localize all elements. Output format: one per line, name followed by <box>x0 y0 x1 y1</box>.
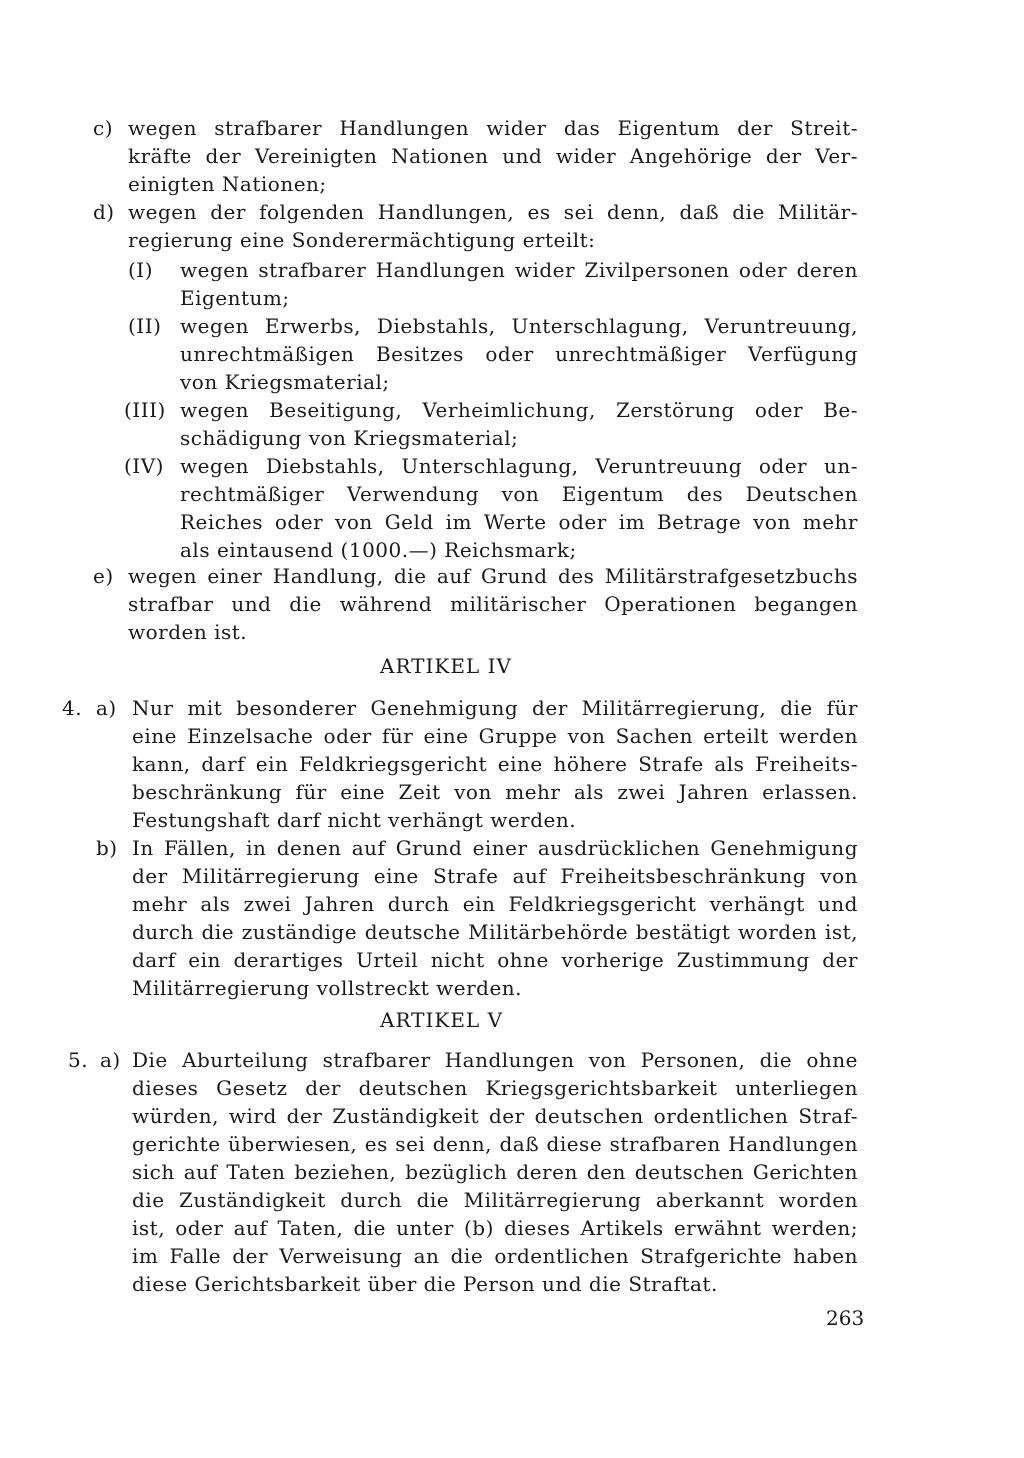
text-line: wegen strafbarer Handlungen wider das Eigentum der Streit- <box>128 116 858 140</box>
paragraph-number-4: 4. <box>62 696 83 720</box>
text-line: Reiches oder von Geld im Werte oder im Betrage von mehr <box>180 510 858 534</box>
text-line: Eigentum; <box>180 286 290 310</box>
text-line: Die Aburteilung strafbarer Handlungen von Personen, die ohne <box>132 1048 858 1072</box>
text-line: Nur mit besonderer Genehmigung der Militärregierung, die für <box>132 696 858 720</box>
text-line: einigten Nationen; <box>128 172 327 196</box>
text-line: eine Einzelsache oder für eine Gruppe von Sachen erteilt werden <box>132 724 858 748</box>
text-line: rechtmäßiger Verwendung von Eigentum des Deutschen <box>180 482 858 506</box>
text-line: diese Gerichtsbarkeit über die Person und die Straftat. <box>132 1272 718 1296</box>
text-line: von Kriegsmaterial; <box>180 370 390 394</box>
text-line: kräfte der Vereinigten Nationen und wider Angehörige der Ver- <box>128 144 858 168</box>
clause-label-b: b) <box>96 836 118 860</box>
text-line: als eintausend (1000.—) Reichsmark; <box>180 538 577 562</box>
text-line: wegen strafbarer Handlungen wider Zivilpersonen oder deren <box>180 258 858 282</box>
text-line: darf ein derartiges Urteil nicht ohne vorherige Zustimmung der <box>132 948 858 972</box>
text-line: der Militärregierung eine Strafe auf Freiheitsbeschränkung von <box>132 864 858 888</box>
text-line: wegen der folgenden Handlungen, es sei denn, daß die Militär- <box>128 200 858 224</box>
text-line: wegen Erwerbs, Diebstahls, Unterschlagung, Veruntreuung, <box>180 314 858 338</box>
clause-label-a: a) <box>100 1048 121 1072</box>
text-line: kann, darf ein Feldkriegsgericht eine höhere Strafe als Freiheits- <box>132 752 858 776</box>
text-line: ist, oder auf Taten, die unter (b) dieses Artikels erwähnt werden; <box>132 1216 858 1240</box>
text-line: gerichte überwiesen, es sei denn, daß diese strafbaren Handlungen <box>132 1132 858 1156</box>
page-number: 263 <box>826 1306 865 1330</box>
text-line: mehr als zwei Jahren durch ein Feldkriegsgericht verhängt und <box>132 892 858 916</box>
text-line: Festungshaft darf nicht verhängt werden. <box>132 808 577 832</box>
clause-label-c: c) <box>93 116 114 140</box>
text-line: In Fällen, in denen auf Grund einer ausdrücklichen Genehmigung <box>132 836 858 860</box>
subitem-label-III: (III) <box>124 398 166 422</box>
subitem-label-I: (I) <box>128 258 154 282</box>
text-line: dieses Gesetz der deutschen Kriegsgerichtsbarkeit unterliegen <box>132 1076 858 1100</box>
text-line: durch die zuständige deutsche Militärbehörde bestätigt worden ist, <box>132 920 858 944</box>
text-line: unrechtmäßigen Besitzes oder unrechtmäßiger Verfügung <box>180 342 858 366</box>
text-line: beschränkung für eine Zeit von mehr als zwei Jahren erlassen. <box>132 780 858 804</box>
article-heading-v: ARTIKEL V <box>380 1008 504 1032</box>
clause-label-a: a) <box>96 696 117 720</box>
clause-label-e: e) <box>93 564 114 588</box>
text-line: sich auf Taten beziehen, bezüglich deren den deutschen Gerichten <box>132 1160 858 1184</box>
text-line: würden, wird der Zuständigkeit der deutschen ordentlichen Straf- <box>132 1104 858 1128</box>
paragraph-number-5: 5. <box>68 1048 89 1072</box>
text-line: worden ist. <box>128 620 248 644</box>
subitem-label-II: (II) <box>128 314 162 338</box>
subitem-label-IV: (IV) <box>124 454 164 478</box>
text-line: die Zuständigkeit durch die Militärregierung aberkannt worden <box>132 1188 858 1212</box>
text-line: strafbar und die während militärischer Operationen begangen <box>128 592 858 616</box>
text-line: Militärregierung vollstreckt werden. <box>132 976 523 1000</box>
clause-label-d: d) <box>93 200 115 224</box>
text-line: regierung eine Sonderermächtigung erteilt: <box>128 228 596 252</box>
text-line: im Falle der Verweisung an die ordentlichen Strafgerichte haben <box>132 1244 858 1268</box>
text-line: schädigung von Kriegsmaterial; <box>180 426 519 450</box>
text-line: wegen Diebstahls, Unterschlagung, Veruntreuung oder un- <box>180 454 858 478</box>
article-heading-iv: ARTIKEL IV <box>380 654 512 678</box>
text-line: wegen Beseitigung, Verheimlichung, Zerstörung oder Be- <box>180 398 858 422</box>
text-line: wegen einer Handlung, die auf Grund des Militärstrafgesetzbuchs <box>128 564 858 588</box>
